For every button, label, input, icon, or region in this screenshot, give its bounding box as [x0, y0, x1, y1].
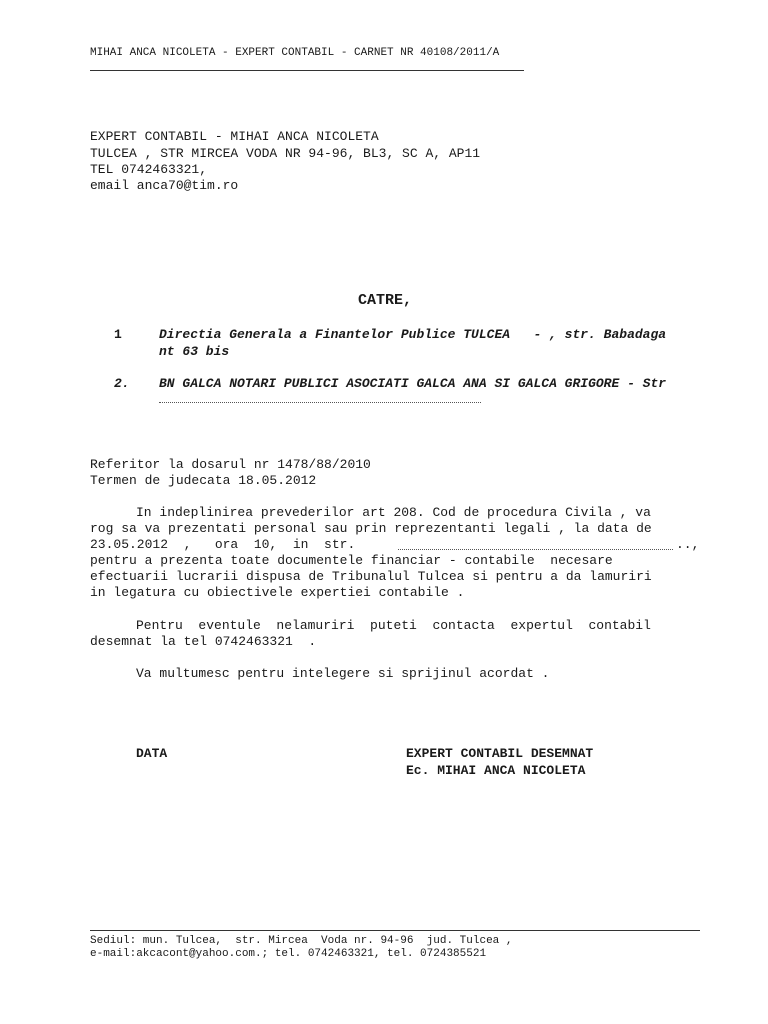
footer-contact: e-mail:akcacont@yahoo.com.; tel. 0742463321, tel. 0724385521	[90, 948, 487, 960]
footer-rule	[90, 930, 700, 931]
sender-line-2: TULCEA , STR MIRCEA VODA NR 94-96, BL3, SC A, AP11	[90, 146, 481, 161]
body-street-dotted-fill	[398, 549, 673, 550]
recipient-2-number: 2.	[114, 376, 130, 391]
body-p1-line-5: efectuarii lucrarii dispusa de Tribunalul Tulcea si pentru a da lamuriri	[90, 569, 652, 584]
body-p2-line-1: Pentru eventule nelamuriri puteti contacta expertul contabil	[136, 618, 651, 633]
body-p1-line-6: in legatura cu obiectivele expertiei contabile .	[90, 585, 465, 600]
reference-court-date: Termen de judecata 18.05.2012	[90, 473, 317, 488]
date-label: DATA	[136, 746, 168, 761]
sender-line-1: EXPERT CONTABIL - MIHAI ANCA NICOLETA	[90, 129, 379, 144]
header-rule	[90, 70, 524, 71]
body-p1-line-3: 23.05.2012 , ora 10, in str.	[90, 537, 356, 552]
recipient-1-line-2: nt 63 bis	[159, 344, 230, 359]
recipient-1-number: 1	[114, 327, 122, 342]
sender-line-3: TEL 0742463321,	[90, 162, 208, 177]
recipient-2-dotted-fill	[159, 402, 481, 403]
header-line: MIHAI ANCA NICOLETA - EXPERT CONTABIL - CARNET NR 40108/2011/A	[90, 47, 500, 59]
signature-title: EXPERT CONTABIL DESEMNAT	[406, 746, 594, 761]
body-p1-line-2: rog sa va prezentati personal sau prin reprezentanti legali , la data de	[90, 521, 652, 536]
body-p3: Va multumesc pentru intelegere si sprijinul acordat .	[136, 666, 550, 681]
body-p2-line-2: desemnat la tel 0742463321 .	[90, 634, 317, 649]
sender-line-4: email anca70@tim.ro	[90, 178, 239, 193]
signature-name: Ec. MIHAI ANCA NICOLETA	[406, 763, 586, 778]
footer-address: Sediul: mun. Tulcea, str. Mircea Voda nr. 94-96 jud. Tulcea ,	[90, 935, 513, 947]
body-p1-line-4: pentru a prezenta toate documentele financiar - contabile necesare	[90, 553, 613, 568]
recipient-1-line-1: Directia Generala a Finantelor Publice TULCEA - , str. Babadaga	[159, 327, 667, 342]
body-p1-line-1: In indeplinirea prevederilor art 208. Cod de procedura Civila , va	[136, 505, 651, 520]
reference-file-number: Referitor la dosarul nr 1478/88/2010	[90, 457, 371, 472]
recipient-2-line-1: BN GALCA NOTARI PUBLICI ASOCIATI GALCA ANA SI GALCA GRIGORE - Str	[159, 376, 667, 391]
recipients-heading: CATRE,	[358, 292, 413, 309]
body-p1-line-3-end: ..,	[676, 537, 700, 552]
